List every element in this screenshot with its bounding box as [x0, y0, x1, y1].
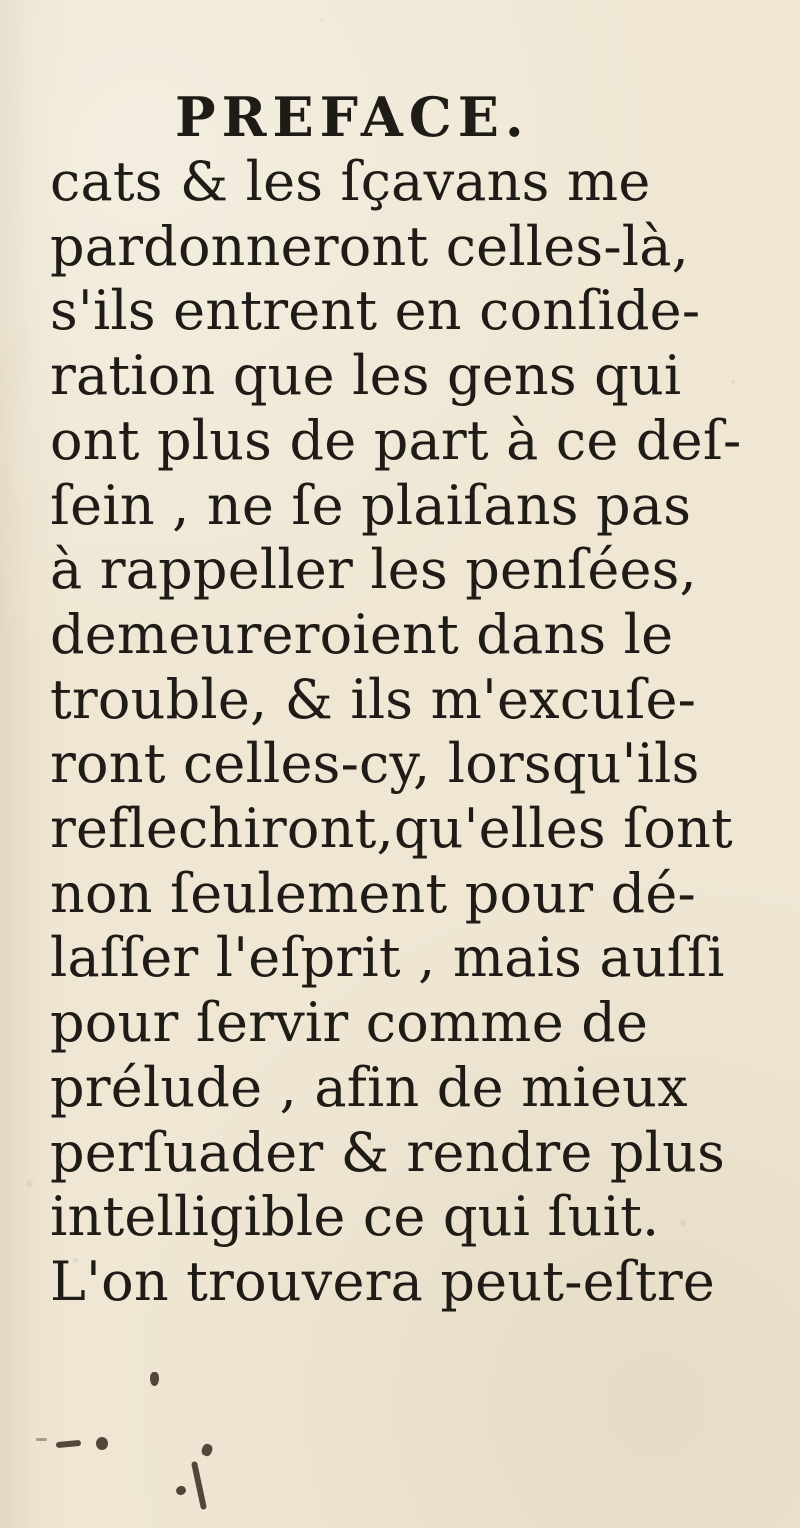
paper-speck [26, 1180, 33, 1187]
text-line: laſſer l'eſprit , mais auſſi [50, 926, 725, 990]
text-line: ront celles-cy, lorsqu'ils [50, 732, 700, 796]
text-line: trouble, & ils m'excuſe- [50, 667, 697, 731]
page-header: PREFACE. [175, 85, 530, 149]
text-line: L'on trouvera peut-eſtre [50, 1249, 716, 1313]
ink-mark [175, 1485, 187, 1497]
paper-speck [731, 380, 735, 384]
ink-mark [191, 1461, 207, 1510]
paper-speck [320, 18, 323, 21]
text-line: perſuader & rendre plus [50, 1120, 726, 1184]
text-line: prélude , afin de mieux [50, 1055, 688, 1119]
text-line: ſein , ne ſe plaiſans pas [50, 473, 692, 537]
text-block [50, 85, 742, 1315]
text-line: pour ſervir comme de [50, 991, 649, 1055]
text-line: reflechiront,qu'elles ſont [50, 797, 733, 861]
text-line: pardonneront celles-là, [50, 214, 690, 278]
text-line: non ſeulement pour dé- [50, 861, 696, 925]
text-line: ration que les gens qui [50, 344, 682, 408]
text-line: s'ils entrent en conſide- [50, 279, 701, 343]
ink-mark [200, 1443, 214, 1458]
ink-mark [36, 1438, 47, 1441]
ink-mark [150, 1372, 159, 1386]
text-line: à rappeller les penſées, [50, 538, 697, 602]
text-line: demeureroient dans le [50, 602, 674, 666]
ink-mark [56, 1440, 81, 1448]
text-line: intelligible ce qui ſuit. [50, 1185, 660, 1249]
text-line: ont plus de part à ce deſ- [50, 408, 742, 472]
ink-mark [96, 1437, 108, 1450]
text-line: cats & les ſçavans me [50, 150, 651, 213]
